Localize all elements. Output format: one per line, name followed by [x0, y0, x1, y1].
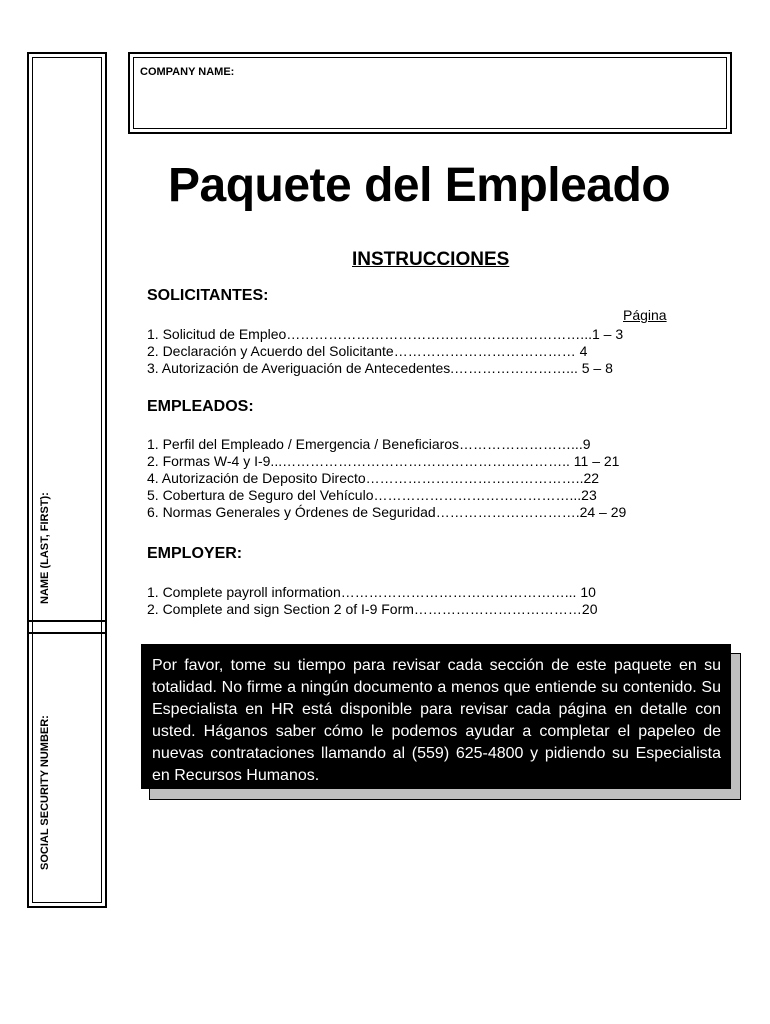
- company-name-label: COMPANY NAME:: [140, 66, 235, 78]
- notice-box: Por favor, tome su tiempo para revisar cada sección de este paquete en su totalidad. No firme a ningún documento a menos que entiende su contenido. Su Especialista en HR está disponible para revisar cada página en detalle con usted. Háganos saber cómo le podemos ayudar a completar el papeleo de nuevas contrataciones llamando al (559) 625-4800 y pidiendo su Especialista en Recursos Humanos.: [141, 644, 731, 789]
- list-item: 2. Declaración y Acuerdo del Solicitante………………………………… 4: [147, 343, 588, 359]
- list-item: 5. Cobertura de Seguro del Vehículo……………………………………...23: [147, 487, 597, 503]
- list-item: 2. Complete and sign Section 2 of I-9 Form………………………………20: [147, 601, 598, 617]
- list-item: 1. Complete payroll information…………………………………………... 10: [147, 584, 596, 600]
- ssn-field-label: SOCIAL SECURITY NUMBER:: [39, 715, 51, 870]
- name-field-label: NAME (LAST, FIRST):: [39, 492, 51, 604]
- empleados-list: [147, 436, 626, 521]
- employer-list: [147, 584, 597, 618]
- employer-heading: EMPLOYER:: [147, 545, 243, 562]
- list-item: 1. Solicitud de Empleo………………………………………………………...1 – 3: [147, 326, 624, 342]
- page-column-header: Página: [623, 307, 667, 323]
- employee-side-box: [27, 52, 107, 908]
- instructions-heading: INSTRUCCIONES: [352, 249, 510, 270]
- solicitantes-heading: SOLICITANTES:: [147, 287, 269, 304]
- company-name-box: [128, 52, 732, 134]
- list-item: 2. Formas W-4 y I-9...…………………………………………………….. 11 – 21: [147, 453, 620, 469]
- solicitantes-list: [147, 326, 623, 377]
- list-item: 4. Autorización de Deposito Directo………………………………………..22: [147, 470, 600, 486]
- list-item: 3. Autorización de Averiguación de Antecedentes.……………………... 5 – 8: [147, 360, 613, 376]
- empleados-heading: EMPLEADOS:: [147, 398, 254, 415]
- side-box-divider: [29, 620, 105, 622]
- list-item: 1. Perfil del Empleado / Emergencia / Beneficiaros……………………...9: [147, 436, 591, 452]
- side-box-divider: [29, 632, 105, 634]
- page-title: Paquete del Empleado: [168, 159, 671, 212]
- list-item: 6. Normas Generales y Órdenes de Seguridad………………………….24 – 29: [147, 504, 627, 520]
